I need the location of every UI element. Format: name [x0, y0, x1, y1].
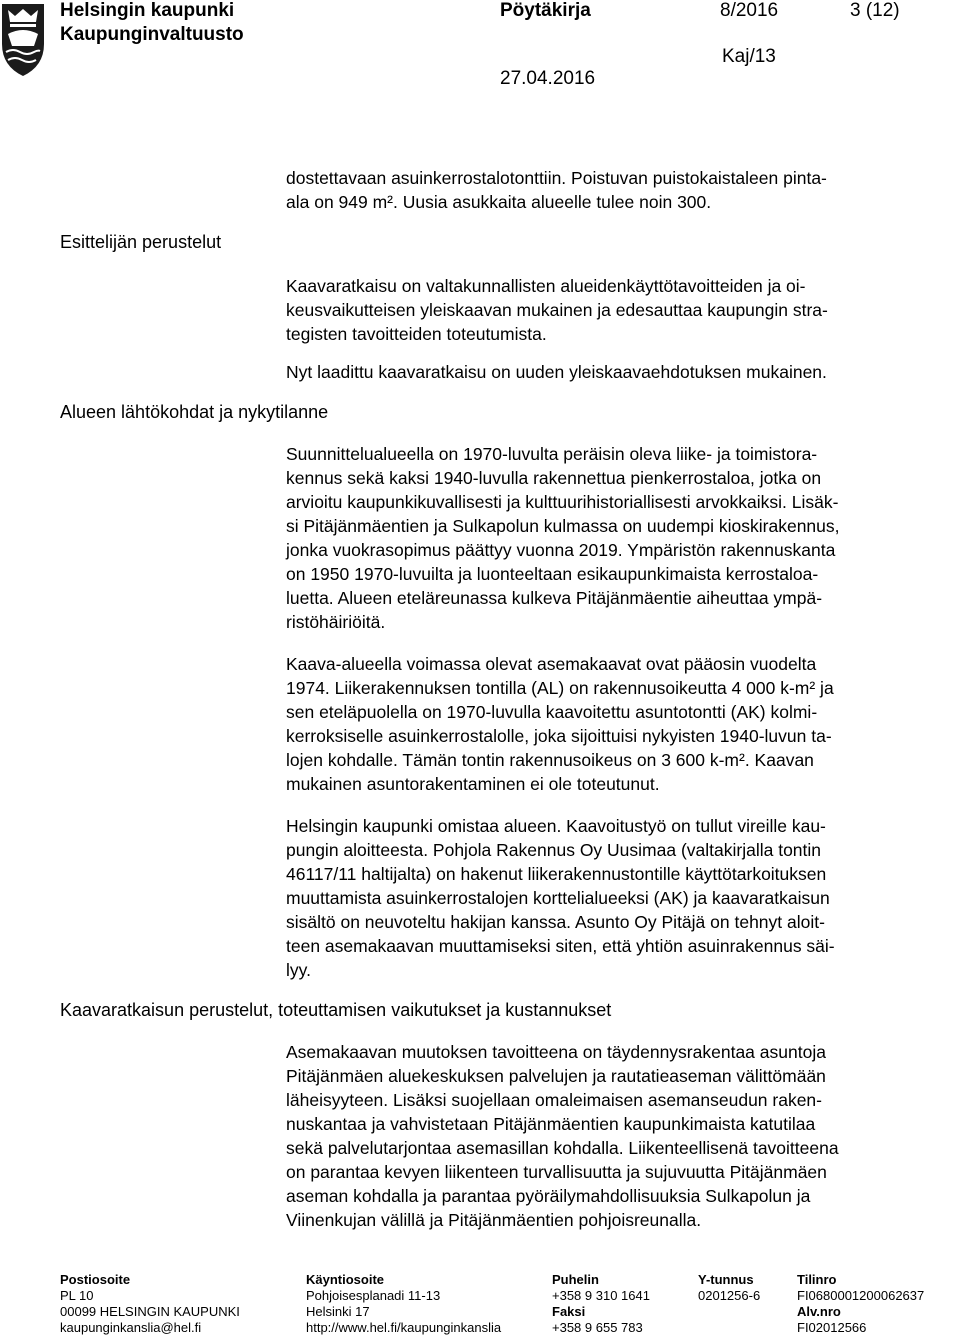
paragraph-national-goals: [286, 274, 946, 346]
footer-visiting-address: [306, 1272, 501, 1336]
text-line: muuttamista asuinkerrostalojen korttelialueeksi (AK) ja kaavaratkaisun: [286, 888, 830, 908]
section-plan-basis: Kaavaratkaisun perustelut, toteuttamisen vaikutukset ja kustannukset: [60, 1000, 612, 1020]
text-line: Asemakaavan muutoksen tavoitteena on täydennysrakentaa asuntoja: [286, 1042, 826, 1062]
footer-label: Puhelin: [552, 1272, 599, 1287]
footer-value: FI0680001200062637: [797, 1288, 925, 1303]
footer-label: Postiosoite: [60, 1272, 131, 1287]
text-line: si Pitäjänmäentien ja Sulkapolun kulmassa on uudempi kioskirakennus,: [286, 516, 840, 536]
footer-phone: [552, 1272, 650, 1336]
text-line: keusvaikutteisen yleiskaavan mukainen ja edesauttaa kaupungin stra-: [286, 300, 828, 320]
footer-label: Alv.nro: [797, 1304, 841, 1319]
footer-value: FI02012566: [797, 1320, 867, 1335]
text-line: läheisyyteen. Lisäksi suojellaan omaleimaisen asemanseudun raken-: [286, 1090, 822, 1110]
text-line: dostettavaan asuinkerrostalotonttiin. Poistuvan puistokaistaleen pinta-: [286, 168, 827, 188]
footer-value: 0201256-6: [698, 1288, 761, 1303]
footer-email-link[interactable]: kaupunginkanslia@hel.fi: [60, 1320, 202, 1335]
paragraph-plot-area: [286, 166, 946, 214]
document-number: 8/2016: [720, 0, 779, 21]
paragraph-ownership: [286, 814, 946, 982]
text-line: Nyt laadittu kaavaratkaisu on uuden yleiskaavaehdotuksen mukainen.: [286, 362, 827, 382]
text-line: teen asemakaavan muuttamiseksi siten, että yhtiön asuinrakennus säi-: [286, 936, 835, 956]
meeting-date: 27.04.2016: [500, 68, 596, 89]
text-line: mukainen asuntorakentaminen ei ole toteutunut.: [286, 774, 660, 794]
text-line: Viinenkujan välillä ja Pitäjänmäentien pohjoisreunalla.: [286, 1210, 702, 1230]
paragraph-master-plan: [286, 360, 946, 384]
footer-value: +358 9 655 783: [552, 1320, 643, 1335]
text-line: tegisten tavoitteiden toteutumista.: [286, 324, 547, 344]
text-line: Helsingin kaupunki omistaa alueen. Kaavoitustyö on tullut vireille kau-: [286, 816, 826, 836]
helsinki-coat-of-arms-icon: [0, 0, 46, 78]
paragraph-current-plans: [286, 652, 946, 796]
text-line: pungin aloitteesta. Pohjola Rakennus Oy Uusimaa (valtakirjalla tontin: [286, 840, 822, 860]
text-line: arvioitu kaupunkikuvallisesti ja kulttuurihistoriallisesti arvokkaiksi. Lisäk-: [286, 492, 839, 512]
footer-value: Helsinki 17: [306, 1304, 370, 1319]
text-line: sisältö on neuvoteltu hakijan kanssa. Asunto Oy Pitäjä on tehnyt aloit-: [286, 912, 825, 932]
footer-label: Y-tunnus: [698, 1272, 754, 1287]
text-line: ala on 949 m². Uusia asukkaita alueelle tulee noin 300.: [286, 192, 712, 212]
section-area-baseline: Alueen lähtökohdat ja nykytilanne: [60, 402, 329, 422]
section-presenter-reasons: Esittelijän perustelut: [60, 232, 222, 252]
text-line: Pitäjänmäen aluekeskuksen palvelujen ja rautatieaseman välittömään: [286, 1066, 826, 1086]
text-line: Kaavaratkaisu on valtakunnallisten alueidenkäyttötavoitteiden ja oi-: [286, 276, 806, 296]
footer-value: +358 9 310 1641: [552, 1288, 650, 1303]
text-line: on 1950 1970-luvuilta ja luonteeltaan esikaupunkimaista kerrostaloa-: [286, 564, 819, 584]
page-number: 3 (12): [850, 0, 900, 21]
footer-bank-account: [797, 1272, 924, 1336]
text-line: 1974. Liikerakennuksen tontilla (AL) on rakennusoikeutta 4 000 k-m² ja: [286, 678, 834, 698]
footer-business-id: [698, 1272, 760, 1304]
text-line: sekä palvelutarjontaa asemasillan kohdalla. Liikenteellisenä tavoitteena: [286, 1138, 839, 1158]
footer-label: Faksi: [552, 1304, 586, 1319]
text-line: jonka vuokrasopimus päättyy vuonna 2019. Ympäristön rakennuskanta: [286, 540, 836, 560]
paragraph-plan-goals: [286, 1040, 946, 1232]
footer-value: Pohjoisesplanadi 11-13: [306, 1288, 441, 1303]
document-type: Pöytäkirja: [500, 0, 591, 21]
text-line: kerroksiselle asuinkerrostalolle, joka sijoittuisi nykyisten 1940-luvun ta-: [286, 726, 832, 746]
text-line: lyy.: [286, 960, 311, 980]
text-line: lojen kohdalle. Tämän tontin rakennusoikeus on 3 600 k-m². Kaavan: [286, 750, 814, 770]
text-line: Suunnittelualueella on 1970-luvulta peräisin oleva liike- ja toimistora-: [286, 444, 818, 464]
footer-value: 00099 HELSINGIN KAUPUNKI: [60, 1304, 240, 1319]
text-line: Kaava-alueella voimassa olevat asemakaavat ovat pääosin vuodelta: [286, 654, 817, 674]
organization-name: Helsingin kaupunki: [60, 0, 235, 21]
text-line: sen eteläpuolella on 1970-luvulla kaavoitettu asuntotontti (AK) kolmi-: [286, 702, 818, 722]
text-line: ristöhäiriöitä.: [286, 612, 386, 632]
text-line: nuskantaa ja vahvistetaan Pitäjänmäentien kaupunkimaista katutilaa: [286, 1114, 816, 1134]
text-line: aseman kohdalla ja parantaa pyöräilymahdollisuuksia Sulkapolun ja: [286, 1186, 811, 1206]
footer-value: PL 10: [60, 1288, 94, 1303]
footer-label: Käyntiosoite: [306, 1272, 385, 1287]
text-line: 46117/11 haltijalta) on hakenut liikerakennustontille käyttötarkoituksen: [286, 864, 827, 884]
footer-label: Tilinro: [797, 1272, 837, 1287]
footer-website-link[interactable]: http://www.hel.fi/kaupunginkanslia: [306, 1320, 502, 1335]
text-line: kennus sekä kaksi 1940-luvulla rakennettua pienkerrostaloa, jotka on: [286, 468, 822, 488]
footer-postal-address: [60, 1272, 240, 1336]
governing-body-name: Kaupunginvaltuusto: [60, 24, 244, 45]
case-id: Kaj/13: [722, 46, 776, 67]
paragraph-planning-area: [286, 442, 946, 634]
text-line: luetta. Alueen eteläreunassa kulkeva Pitäjänmäentie aiheuttaa ympä-: [286, 588, 823, 608]
text-line: on parantaa kevyen liikenteen turvallisuutta ja sujuvuutta Pitäjänmäen: [286, 1162, 827, 1182]
